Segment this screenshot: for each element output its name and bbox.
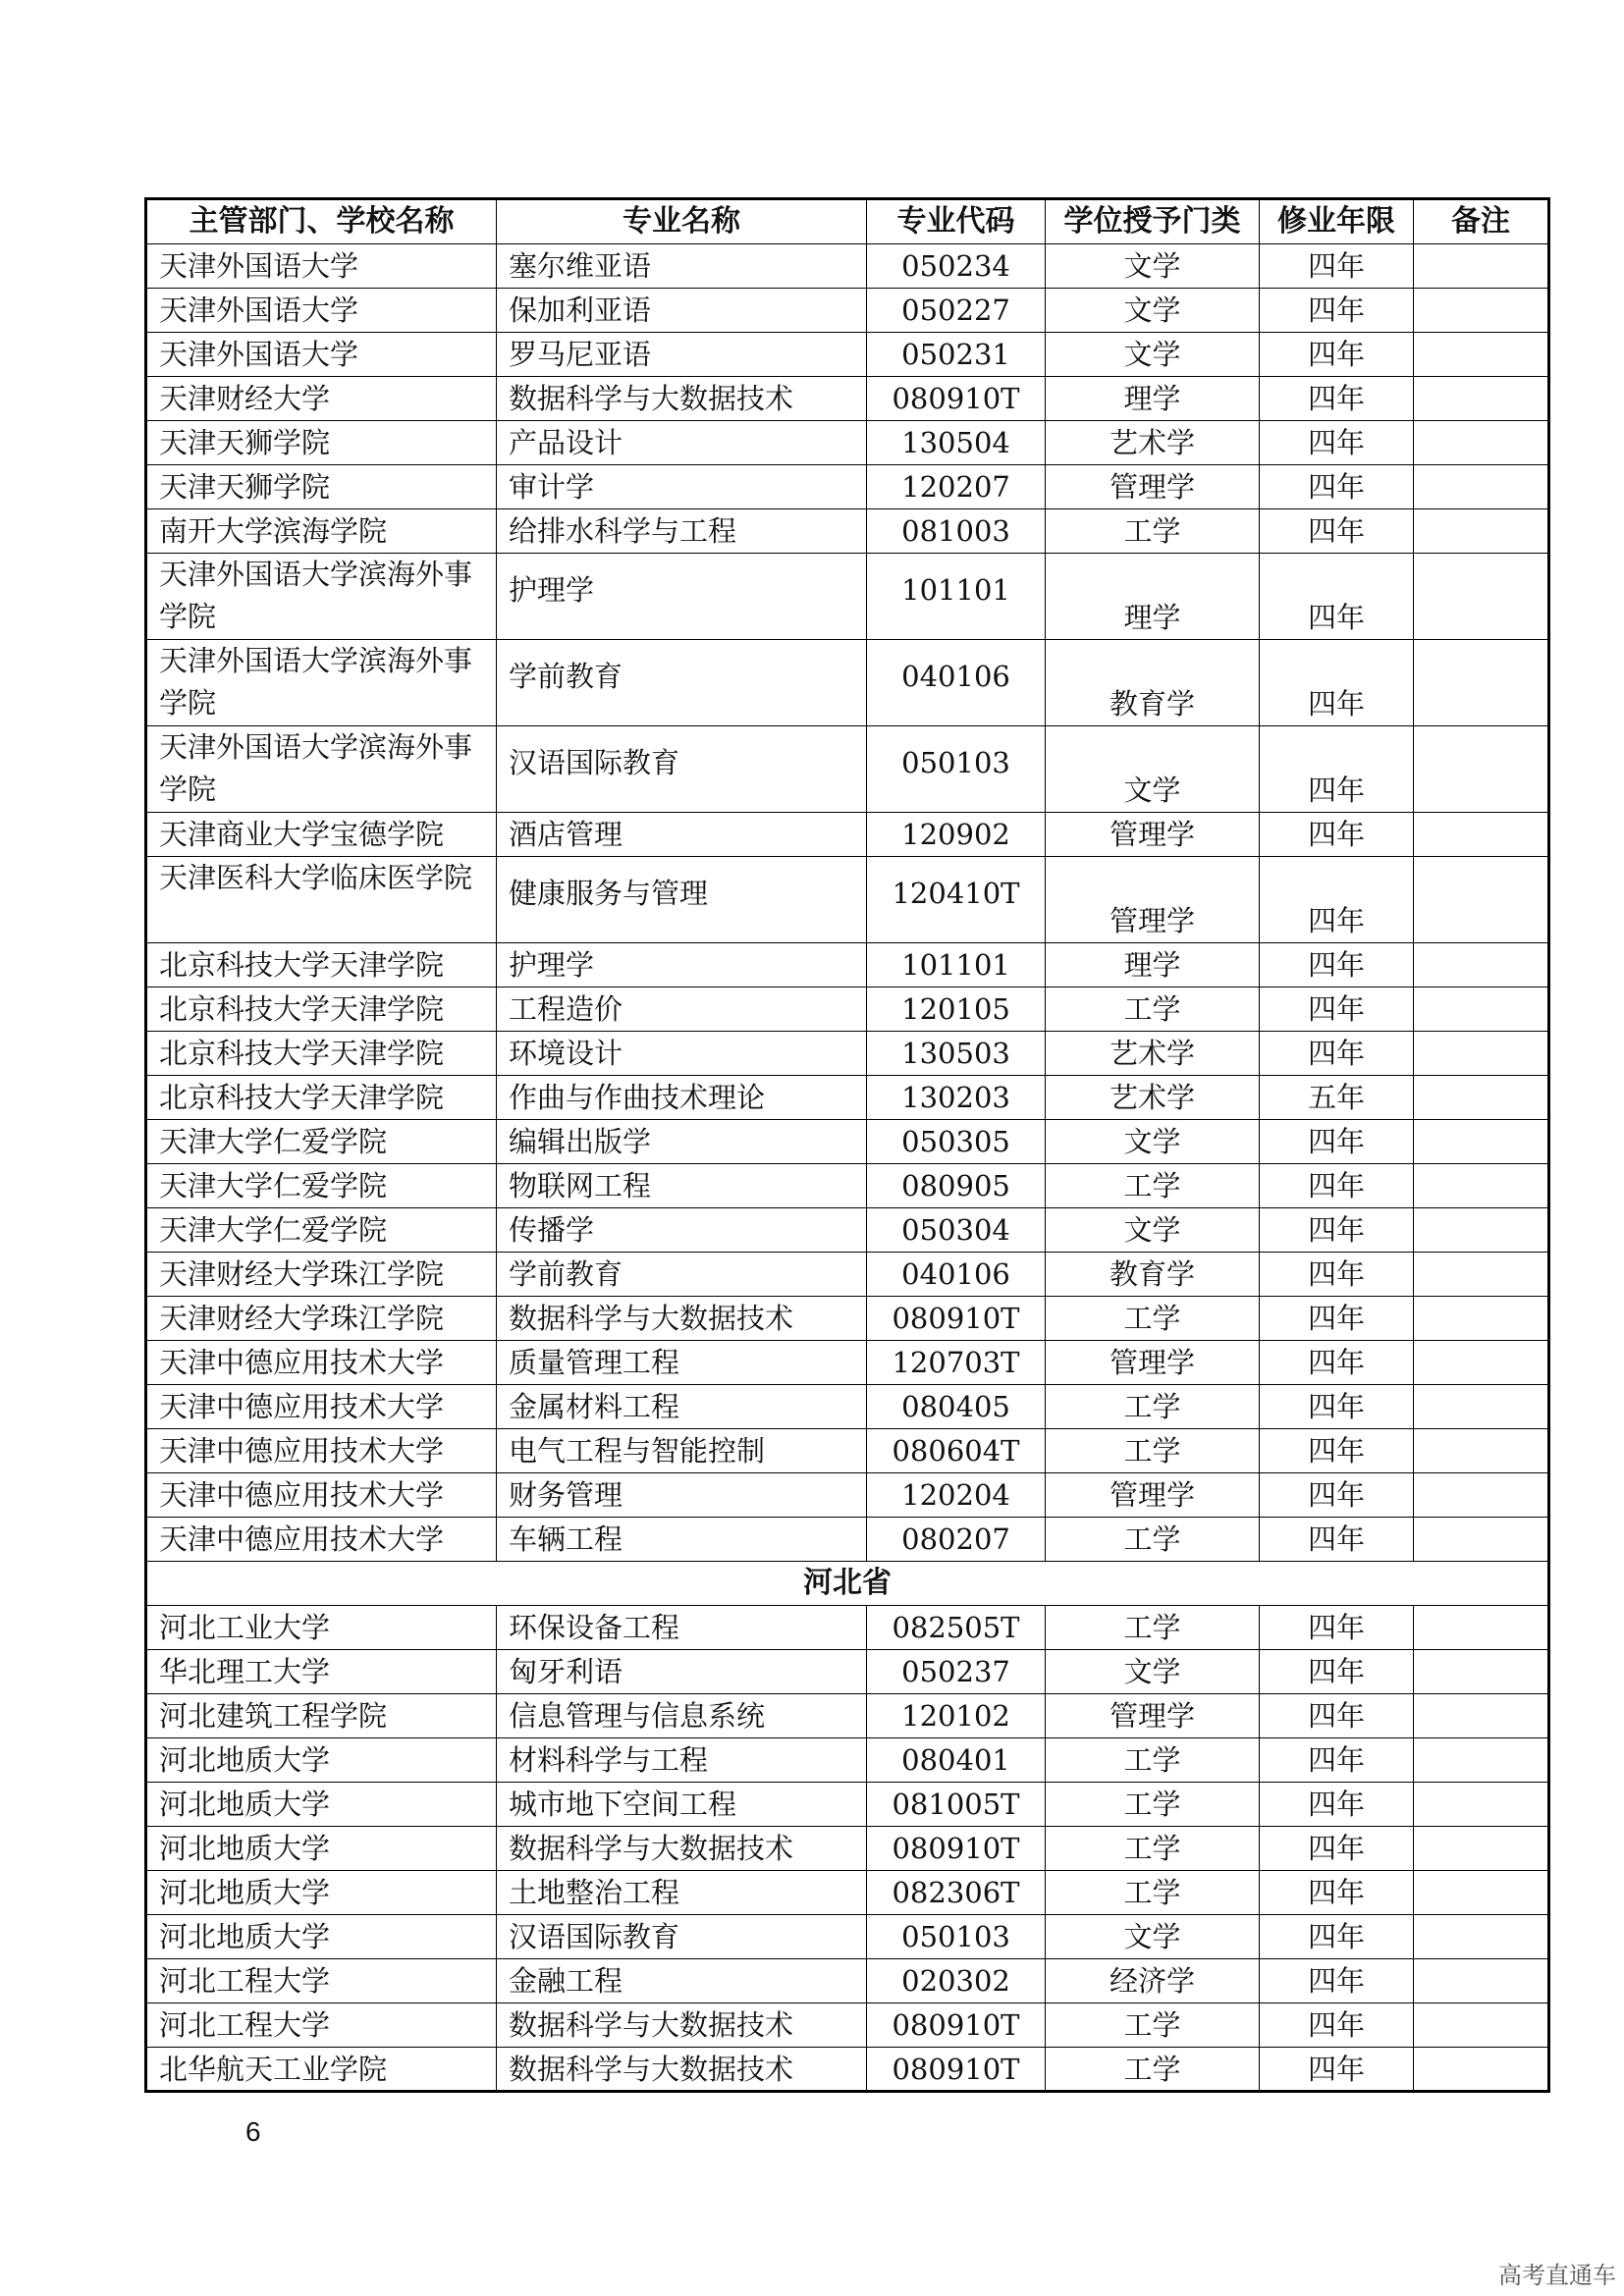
cell-years: 四年: [1260, 244, 1414, 289]
cell-school: 河北地质大学: [146, 1738, 497, 1783]
table-row: [146, 1783, 1549, 1827]
cell-code: 080910T: [867, 2048, 1046, 2092]
cell-code: 080910T: [867, 377, 1046, 421]
cell-school: 北京科技大学天津学院: [146, 1076, 497, 1120]
cell-code: 080905: [867, 1164, 1046, 1208]
cell-note: [1414, 1120, 1549, 1164]
cell-degree-field: 文学: [1046, 1120, 1260, 1164]
table-row: [146, 2003, 1549, 2048]
cell-major: 学前教育: [497, 640, 867, 726]
header-note: 备注: [1414, 199, 1549, 244]
page-number: 6: [245, 2116, 261, 2147]
cell-years: 四年: [1260, 1959, 1414, 2003]
cell-years: 五年: [1260, 1076, 1414, 1120]
table-row: [146, 1518, 1549, 1562]
cell-major: 汉语国际教育: [497, 1915, 867, 1959]
cell-degree-field: 工学: [1046, 988, 1260, 1032]
cell-school: 河北地质大学: [146, 1915, 497, 1959]
cell-code: 081005T: [867, 1783, 1046, 1827]
table-row: [146, 1650, 1549, 1694]
table-row: [146, 1738, 1549, 1783]
cell-years: 四年: [1260, 509, 1414, 554]
cell-major: 金融工程: [497, 1959, 867, 2003]
cell-major: 信息管理与信息系统: [497, 1694, 867, 1738]
cell-note: [1414, 333, 1549, 377]
cell-major: 土地整治工程: [497, 1871, 867, 1915]
cell-degree-field: 文学: [1046, 1650, 1260, 1694]
cell-years: 四年: [1260, 1164, 1414, 1208]
cell-years: 四年: [1260, 421, 1414, 465]
cell-major: 塞尔维亚语: [497, 244, 867, 289]
cell-years: 四年: [1260, 640, 1414, 726]
cell-major: 工程造价: [497, 988, 867, 1032]
cell-school: 天津中德应用技术大学: [146, 1473, 497, 1518]
cell-major: 酒店管理: [497, 813, 867, 857]
cell-code: 050304: [867, 1208, 1046, 1253]
cell-school: 天津财经大学珠江学院: [146, 1297, 497, 1341]
cell-years: 四年: [1260, 1915, 1414, 1959]
cell-code: 120102: [867, 1694, 1046, 1738]
cell-years: 四年: [1260, 554, 1414, 640]
cell-code: 082306T: [867, 1871, 1046, 1915]
cell-school: 北京科技大学天津学院: [146, 1032, 497, 1076]
cell-years: 四年: [1260, 2048, 1414, 2092]
cell-years: 四年: [1260, 943, 1414, 988]
cell-note: [1414, 421, 1549, 465]
table-row: [146, 1429, 1549, 1473]
cell-code: 080910T: [867, 2003, 1046, 2048]
cell-major: 健康服务与管理: [497, 857, 867, 943]
cell-major: 数据科学与大数据技术: [497, 377, 867, 421]
cell-code: 080207: [867, 1518, 1046, 1562]
cell-code: 130503: [867, 1032, 1046, 1076]
header-code: 专业代码: [867, 199, 1046, 244]
cell-degree-field: 文学: [1046, 244, 1260, 289]
cell-school: 天津外国语大学滨海外事学院: [146, 640, 497, 726]
table-row: [146, 1164, 1549, 1208]
cell-degree-field: 理学: [1046, 554, 1260, 640]
cell-school: 天津大学仁爱学院: [146, 1120, 497, 1164]
cell-years: 四年: [1260, 1606, 1414, 1650]
cell-years: 四年: [1260, 1473, 1414, 1518]
cell-code: 050103: [867, 1915, 1046, 1959]
cell-degree-field: 工学: [1046, 2048, 1260, 2092]
cell-major: 作曲与作曲技术理论: [497, 1076, 867, 1120]
cell-major: 金属材料工程: [497, 1385, 867, 1429]
cell-degree-field: 文学: [1046, 1915, 1260, 1959]
table-row: [146, 333, 1549, 377]
cell-degree-field: 工学: [1046, 1827, 1260, 1871]
cell-major: 环境设计: [497, 1032, 867, 1076]
cell-note: [1414, 857, 1549, 943]
cell-note: [1414, 1032, 1549, 1076]
cell-years: 四年: [1260, 1385, 1414, 1429]
cell-years: 四年: [1260, 1429, 1414, 1473]
cell-note: [1414, 1164, 1549, 1208]
cell-school: 天津天狮学院: [146, 465, 497, 509]
table-row: [146, 421, 1549, 465]
cell-note: [1414, 1518, 1549, 1562]
table-row: [146, 509, 1549, 554]
cell-years: 四年: [1260, 1871, 1414, 1915]
cell-note: [1414, 377, 1549, 421]
table-row: [146, 813, 1549, 857]
cell-years: 四年: [1260, 813, 1414, 857]
table-row: [146, 640, 1549, 726]
cell-school: 天津外国语大学滨海外事学院: [146, 554, 497, 640]
cell-degree-field: 文学: [1046, 726, 1260, 813]
cell-code: 120703T: [867, 1341, 1046, 1385]
table-row: [146, 1915, 1549, 1959]
table-row: [146, 2048, 1549, 2092]
cell-school: 河北地质大学: [146, 1871, 497, 1915]
cell-school: 北华航天工业学院: [146, 2048, 497, 2092]
cell-note: [1414, 1341, 1549, 1385]
cell-years: 四年: [1260, 1208, 1414, 1253]
cell-code: 082505T: [867, 1606, 1046, 1650]
cell-note: [1414, 1915, 1549, 1959]
cell-note: [1414, 509, 1549, 554]
cell-years: 四年: [1260, 1120, 1414, 1164]
watermark: 高考直通车: [1498, 2262, 1616, 2289]
cell-note: [1414, 1473, 1549, 1518]
cell-note: [1414, 640, 1549, 726]
cell-school: 天津商业大学宝德学院: [146, 813, 497, 857]
cell-major: 数据科学与大数据技术: [497, 1297, 867, 1341]
header-major: 专业名称: [497, 199, 867, 244]
cell-years: 四年: [1260, 1738, 1414, 1783]
cell-code: 050237: [867, 1650, 1046, 1694]
cell-school: 天津天狮学院: [146, 421, 497, 465]
cell-note: [1414, 2003, 1549, 2048]
cell-school: 河北地质大学: [146, 1783, 497, 1827]
cell-years: 四年: [1260, 465, 1414, 509]
cell-code: 080401: [867, 1738, 1046, 1783]
cell-years: 四年: [1260, 1518, 1414, 1562]
cell-school: 河北工程大学: [146, 1959, 497, 2003]
cell-school: 天津中德应用技术大学: [146, 1518, 497, 1562]
table-row: [146, 1473, 1549, 1518]
majors-table: [144, 197, 1550, 2093]
cell-note: [1414, 1783, 1549, 1827]
cell-years: 四年: [1260, 1827, 1414, 1871]
cell-degree-field: 艺术学: [1046, 421, 1260, 465]
cell-note: [1414, 289, 1549, 333]
cell-note: [1414, 1297, 1549, 1341]
cell-note: [1414, 554, 1549, 640]
cell-degree-field: 管理学: [1046, 1473, 1260, 1518]
cell-school: 天津中德应用技术大学: [146, 1385, 497, 1429]
cell-school: 河北工业大学: [146, 1606, 497, 1650]
cell-years: 四年: [1260, 1694, 1414, 1738]
cell-note: [1414, 1253, 1549, 1297]
cell-degree-field: 理学: [1046, 377, 1260, 421]
cell-major: 编辑出版学: [497, 1120, 867, 1164]
cell-major: 数据科学与大数据技术: [497, 2003, 867, 2048]
cell-degree-field: 管理学: [1046, 813, 1260, 857]
cell-note: [1414, 813, 1549, 857]
cell-note: [1414, 1076, 1549, 1120]
cell-degree-field: 管理学: [1046, 465, 1260, 509]
cell-code: 050234: [867, 244, 1046, 289]
cell-major: 汉语国际教育: [497, 726, 867, 813]
cell-years: 四年: [1260, 726, 1414, 813]
cell-school: 天津大学仁爱学院: [146, 1208, 497, 1253]
table-row: [146, 1871, 1549, 1915]
table-row: [146, 726, 1549, 813]
cell-code: 120410T: [867, 857, 1046, 943]
cell-degree-field: 工学: [1046, 1385, 1260, 1429]
cell-code: 130504: [867, 421, 1046, 465]
cell-code: 050305: [867, 1120, 1046, 1164]
table-row: [146, 1694, 1549, 1738]
cell-years: 四年: [1260, 377, 1414, 421]
cell-degree-field: 文学: [1046, 1208, 1260, 1253]
cell-major: 电气工程与智能控制: [497, 1429, 867, 1473]
table-row: [146, 1032, 1549, 1076]
table-row: [146, 1606, 1549, 1650]
cell-major: 给排水科学与工程: [497, 509, 867, 554]
cell-school: 天津医科大学临床医学院: [146, 857, 497, 943]
cell-note: [1414, 1429, 1549, 1473]
cell-school: 河北地质大学: [146, 1827, 497, 1871]
cell-note: [1414, 726, 1549, 813]
cell-degree-field: 艺术学: [1046, 1076, 1260, 1120]
table-row: [146, 1253, 1549, 1297]
cell-years: 四年: [1260, 1253, 1414, 1297]
cell-note: [1414, 1385, 1549, 1429]
cell-note: [1414, 1738, 1549, 1783]
cell-degree-field: 管理学: [1046, 1694, 1260, 1738]
cell-years: 四年: [1260, 1032, 1414, 1076]
cell-major: 审计学: [497, 465, 867, 509]
cell-degree-field: 文学: [1046, 333, 1260, 377]
cell-code: 080910T: [867, 1827, 1046, 1871]
table-row: [146, 1385, 1549, 1429]
cell-school: 天津外国语大学滨海外事学院: [146, 726, 497, 813]
cell-note: [1414, 244, 1549, 289]
cell-school: 天津外国语大学: [146, 244, 497, 289]
table-row: [146, 988, 1549, 1032]
cell-code: 020302: [867, 1959, 1046, 2003]
cell-note: [1414, 1871, 1549, 1915]
table-row: [146, 1827, 1549, 1871]
cell-school: 天津大学仁爱学院: [146, 1164, 497, 1208]
cell-degree-field: 理学: [1046, 943, 1260, 988]
cell-school: 华北理工大学: [146, 1650, 497, 1694]
cell-degree-field: 管理学: [1046, 857, 1260, 943]
cell-note: [1414, 1208, 1549, 1253]
cell-major: 环保设备工程: [497, 1606, 867, 1650]
province-row: [146, 1562, 1549, 1606]
cell-school: 天津外国语大学: [146, 333, 497, 377]
cell-degree-field: 教育学: [1046, 640, 1260, 726]
cell-school: 天津财经大学珠江学院: [146, 1253, 497, 1297]
table-row: [146, 1076, 1549, 1120]
cell-degree-field: 经济学: [1046, 1959, 1260, 2003]
cell-major: 学前教育: [497, 1253, 867, 1297]
cell-degree-field: 管理学: [1046, 1341, 1260, 1385]
cell-major: 材料科学与工程: [497, 1738, 867, 1783]
cell-code: 130203: [867, 1076, 1046, 1120]
cell-years: 四年: [1260, 1341, 1414, 1385]
cell-code: 050103: [867, 726, 1046, 813]
cell-code: 080604T: [867, 1429, 1046, 1473]
header-school: 主管部门、学校名称: [146, 199, 497, 244]
cell-school: 南开大学滨海学院: [146, 509, 497, 554]
cell-degree-field: 工学: [1046, 1606, 1260, 1650]
cell-degree-field: 教育学: [1046, 1253, 1260, 1297]
cell-major: 产品设计: [497, 421, 867, 465]
cell-code: 081003: [867, 509, 1046, 554]
table-row: [146, 465, 1549, 509]
cell-school: 天津财经大学: [146, 377, 497, 421]
cell-code: 120105: [867, 988, 1046, 1032]
cell-code: 050231: [867, 333, 1046, 377]
cell-school: 河北建筑工程学院: [146, 1694, 497, 1738]
cell-code: 101101: [867, 943, 1046, 988]
header-years: 修业年限: [1260, 199, 1414, 244]
cell-years: 四年: [1260, 2003, 1414, 2048]
table-row: [146, 1120, 1549, 1164]
cell-major: 物联网工程: [497, 1164, 867, 1208]
table-row: [146, 943, 1549, 988]
cell-school: 天津中德应用技术大学: [146, 1429, 497, 1473]
cell-major: 城市地下空间工程: [497, 1783, 867, 1827]
cell-degree-field: 工学: [1046, 1738, 1260, 1783]
cell-note: [1414, 988, 1549, 1032]
cell-years: 四年: [1260, 1650, 1414, 1694]
cell-school: 河北工程大学: [146, 2003, 497, 2048]
table-header-row: [146, 199, 1549, 244]
cell-code: 120204: [867, 1473, 1046, 1518]
table-row: [146, 244, 1549, 289]
cell-major: 质量管理工程: [497, 1341, 867, 1385]
cell-major: 护理学: [497, 943, 867, 988]
cell-degree-field: 工学: [1046, 1164, 1260, 1208]
cell-years: 四年: [1260, 988, 1414, 1032]
table-row: [146, 1297, 1549, 1341]
cell-code: 101101: [867, 554, 1046, 640]
cell-years: 四年: [1260, 333, 1414, 377]
cell-school: 天津中德应用技术大学: [146, 1341, 497, 1385]
cell-major: 保加利亚语: [497, 289, 867, 333]
table-row: [146, 1959, 1549, 2003]
cell-note: [1414, 1959, 1549, 2003]
cell-years: 四年: [1260, 857, 1414, 943]
cell-code: 040106: [867, 1253, 1046, 1297]
cell-code: 120207: [867, 465, 1046, 509]
cell-degree-field: 工学: [1046, 1429, 1260, 1473]
cell-major: 车辆工程: [497, 1518, 867, 1562]
cell-years: 四年: [1260, 1297, 1414, 1341]
cell-major: 数据科学与大数据技术: [497, 2048, 867, 2092]
table-row: [146, 289, 1549, 333]
cell-note: [1414, 1694, 1549, 1738]
cell-major: 匈牙利语: [497, 1650, 867, 1694]
cell-years: 四年: [1260, 1783, 1414, 1827]
cell-degree-field: 工学: [1046, 1871, 1260, 1915]
cell-degree-field: 工学: [1046, 1297, 1260, 1341]
cell-code: 080910T: [867, 1297, 1046, 1341]
cell-code: 050227: [867, 289, 1046, 333]
cell-code: 080405: [867, 1385, 1046, 1429]
table-row: [146, 857, 1549, 943]
cell-school: 天津外国语大学: [146, 289, 497, 333]
table-row: [146, 1208, 1549, 1253]
cell-major: 传播学: [497, 1208, 867, 1253]
province-heading: 河北省: [146, 1562, 1549, 1606]
cell-degree-field: 艺术学: [1046, 1032, 1260, 1076]
cell-degree-field: 工学: [1046, 509, 1260, 554]
cell-major: 罗马尼亚语: [497, 333, 867, 377]
cell-note: [1414, 2048, 1549, 2092]
table-row: [146, 554, 1549, 640]
cell-degree-field: 工学: [1046, 2003, 1260, 2048]
cell-major: 财务管理: [497, 1473, 867, 1518]
table-body: [146, 244, 1549, 2092]
cell-note: [1414, 1606, 1549, 1650]
cell-school: 北京科技大学天津学院: [146, 943, 497, 988]
cell-note: [1414, 1827, 1549, 1871]
cell-note: [1414, 465, 1549, 509]
cell-note: [1414, 943, 1549, 988]
cell-major: 数据科学与大数据技术: [497, 1827, 867, 1871]
cell-years: 四年: [1260, 289, 1414, 333]
cell-code: 120902: [867, 813, 1046, 857]
cell-school: 北京科技大学天津学院: [146, 988, 497, 1032]
cell-degree-field: 工学: [1046, 1783, 1260, 1827]
cell-major: 护理学: [497, 554, 867, 640]
header-degree-field: 学位授予门类: [1046, 199, 1260, 244]
cell-degree-field: 文学: [1046, 289, 1260, 333]
cell-code: 040106: [867, 640, 1046, 726]
table-row: [146, 1341, 1549, 1385]
table-row: [146, 377, 1549, 421]
cell-degree-field: 工学: [1046, 1518, 1260, 1562]
cell-note: [1414, 1650, 1549, 1694]
